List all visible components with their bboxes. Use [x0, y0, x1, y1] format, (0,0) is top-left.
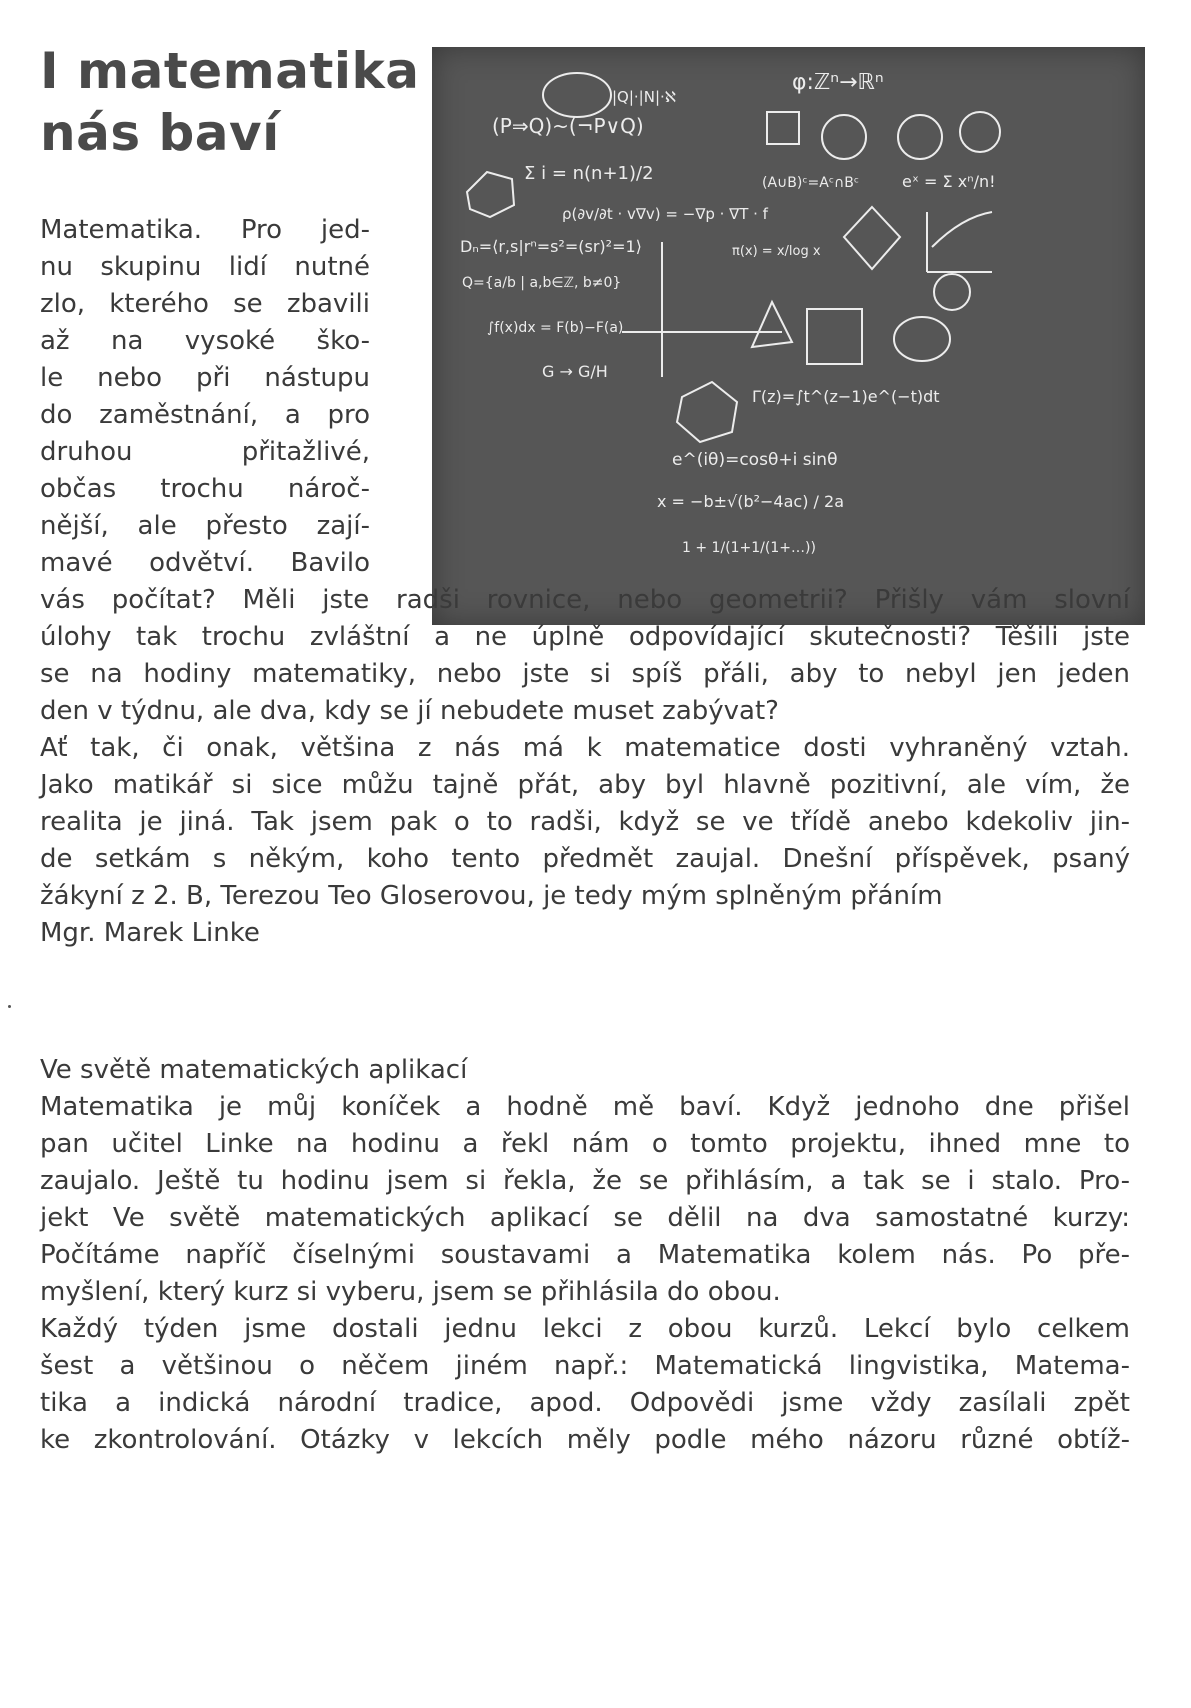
section: [40, 1052, 1130, 1459]
body-line: pan učitel Linke na hodinu a řekl nám o tomto projektu, ihned mne to: [40, 1129, 1130, 1159]
formula-quadratic: x = −b±√(b²−4ac) / 2a: [657, 492, 844, 511]
chalk-circle-b-icon: [898, 115, 942, 159]
body-line: šest a většinou o něčem jiném např.: Matematická lingvistika, Matema-: [40, 1351, 1130, 1381]
formula-continued-fraction: 1 + 1/(1+1/(1+…)): [682, 540, 816, 556]
chalk-link-icon: [934, 274, 970, 310]
body-line: Ať tak, či onak, většina z nás má k matematice dosti vyhraněný vztah.: [40, 733, 1130, 763]
formula-demorgan: (A∪B)ᶜ=Aᶜ∩Bᶜ: [762, 175, 860, 191]
chalk-circle-a-icon: [822, 115, 866, 159]
formula-implication: (P⇒Q)~(¬P∨Q): [492, 114, 644, 138]
formula-rationals: Q={a/b | a,b∈ℤ, b≠0}: [462, 275, 622, 291]
formula-prime: π(x) = x/log x: [732, 244, 821, 259]
chalkboard-photo: [432, 47, 1145, 625]
body-line: Jako matikář si sice můžu tajně přát, aby byl hlavně pozitivní, ale vím, že: [40, 770, 1130, 800]
body-line: Matematika je můj koníček a hodně mě baví. Když jednoho dne přišel: [40, 1092, 1130, 1122]
lead-line: Matematika. Pro jed-: [40, 215, 370, 245]
formula-dihedral: Dₙ=⟨r,s|rⁿ=s²=(sr)²=1⟩: [460, 237, 642, 256]
formula-sum: Σ i = n(n+1)/2: [524, 163, 654, 184]
formula-integral: ∫f(x)dx = F(b)−F(a): [487, 320, 624, 336]
title-line-2: nás baví: [40, 104, 280, 162]
lead-line: druhou přitažlivé,: [40, 437, 370, 467]
body-line: se na hodiny matematiky, nebo jste si spíš přáli, aby to nebyl jen jeden: [40, 659, 1130, 689]
margin-dot: [8, 1005, 11, 1008]
body-line: vás počítat? Měli jste radši rovnice, nebo geometrii? Přišly vám slovní: [40, 585, 1130, 615]
body-line: žákyní z 2. B, Terezou Teo Gloserovou, je tedy mým splněným přáním: [40, 881, 943, 911]
chalk-torus-icon: [543, 73, 611, 117]
formula-gamma: Γ(z)=∫t^(z−1)e^(−t)dt: [752, 387, 940, 406]
formula-map: φ:ℤⁿ→ℝⁿ: [792, 70, 884, 95]
lead-line: až na vysoké ško-: [40, 326, 370, 356]
body-line: zaujalo. Ještě tu hodinu jsem si řekla, že se přihlásím, a tak se i stalo. Pro-: [40, 1166, 1130, 1196]
formula-exp: eˣ = Σ xⁿ/n!: [902, 172, 996, 191]
chalk-integral-graph-icon: [927, 212, 992, 272]
body-line: ke zkontrolování. Otázky v lekcích měly podle mého názoru různé obtíž-: [40, 1425, 1130, 1455]
chalk-cube-icon: [767, 112, 799, 144]
formula-navier: ρ(∂v/∂t · v∇v) = −∇p · ∇T · f: [562, 205, 768, 223]
section-heading: Ve světě matematických aplikací: [40, 1055, 468, 1085]
chalk-dodecahedron-icon: [467, 172, 514, 217]
author-signature: Mgr. Marek Linke: [40, 918, 260, 948]
lead-line: le nebo při nástupu: [40, 363, 370, 393]
chalk-torus-small-icon: [894, 317, 950, 361]
body-line: úlohy tak trochu zvláštní a ne úplně odpovídající skutečnosti? Těšili jste: [40, 622, 1130, 652]
chalk-axes-icon: [622, 242, 782, 377]
lead-line: mavé odvětví. Bavilo: [40, 548, 370, 578]
body-line: realita je jiná. Tak jsem pak o to radši, když se ve třídě anebo kdekoliv jin-: [40, 807, 1130, 837]
body-line: den v týdnu, ale dva, kdy se jí nebudete muset zabývat?: [40, 696, 779, 726]
body-line: Každý týden jsme dostali jednu lekci z obou kurzů. Lekcí bylo celkem: [40, 1314, 1130, 1344]
body-line: tika a indická národní tradice, apod. Odpovědi jsme vždy zasílali zpět: [40, 1388, 1130, 1418]
body-line: jekt Ve světě matematických aplikací se dělil na dva samostatné kurzy:: [40, 1203, 1130, 1233]
chalkboard-drawing: [432, 47, 1145, 625]
intro-paragraph: [40, 582, 1130, 952]
chalk-commutative-square-icon: [807, 309, 862, 364]
chalk-knot-icon: [960, 112, 1000, 152]
formula-quotient: G → G/H: [542, 362, 608, 381]
chalk-icosahedron-icon: [677, 382, 737, 442]
lead-line: zlo, kterého se zbavili: [40, 289, 370, 319]
lead-paragraph: [40, 212, 370, 582]
chalk-pyramid-icon: [752, 302, 792, 347]
chalk-octahedron-icon: [844, 207, 900, 269]
body-line: myšlení, který kurz si vyberu, jsem se přihlásila do obou.: [40, 1277, 781, 1307]
formula-cardinality: |Q|·|N|·ℵ: [612, 88, 676, 106]
article: [40, 40, 1145, 1455]
formula-euler: e^(iθ)=cosθ+i sinθ: [672, 450, 838, 470]
lead-line: nější, ale přesto zají-: [40, 511, 370, 541]
body-line: Počítáme napříč číselnými soustavami a Matematika kolem nás. Po pře-: [40, 1240, 1130, 1270]
lead-line: občas trochu nároč-: [40, 474, 370, 504]
title-line-1: I matematika: [40, 42, 420, 100]
lead-line: do zaměstnání, a pro: [40, 400, 370, 430]
lead-line: nu skupinu lidí nutné: [40, 252, 370, 282]
body-line: de setkám s někým, koho tento předmět zaujal. Dnešní příspěvek, psaný: [40, 844, 1130, 874]
